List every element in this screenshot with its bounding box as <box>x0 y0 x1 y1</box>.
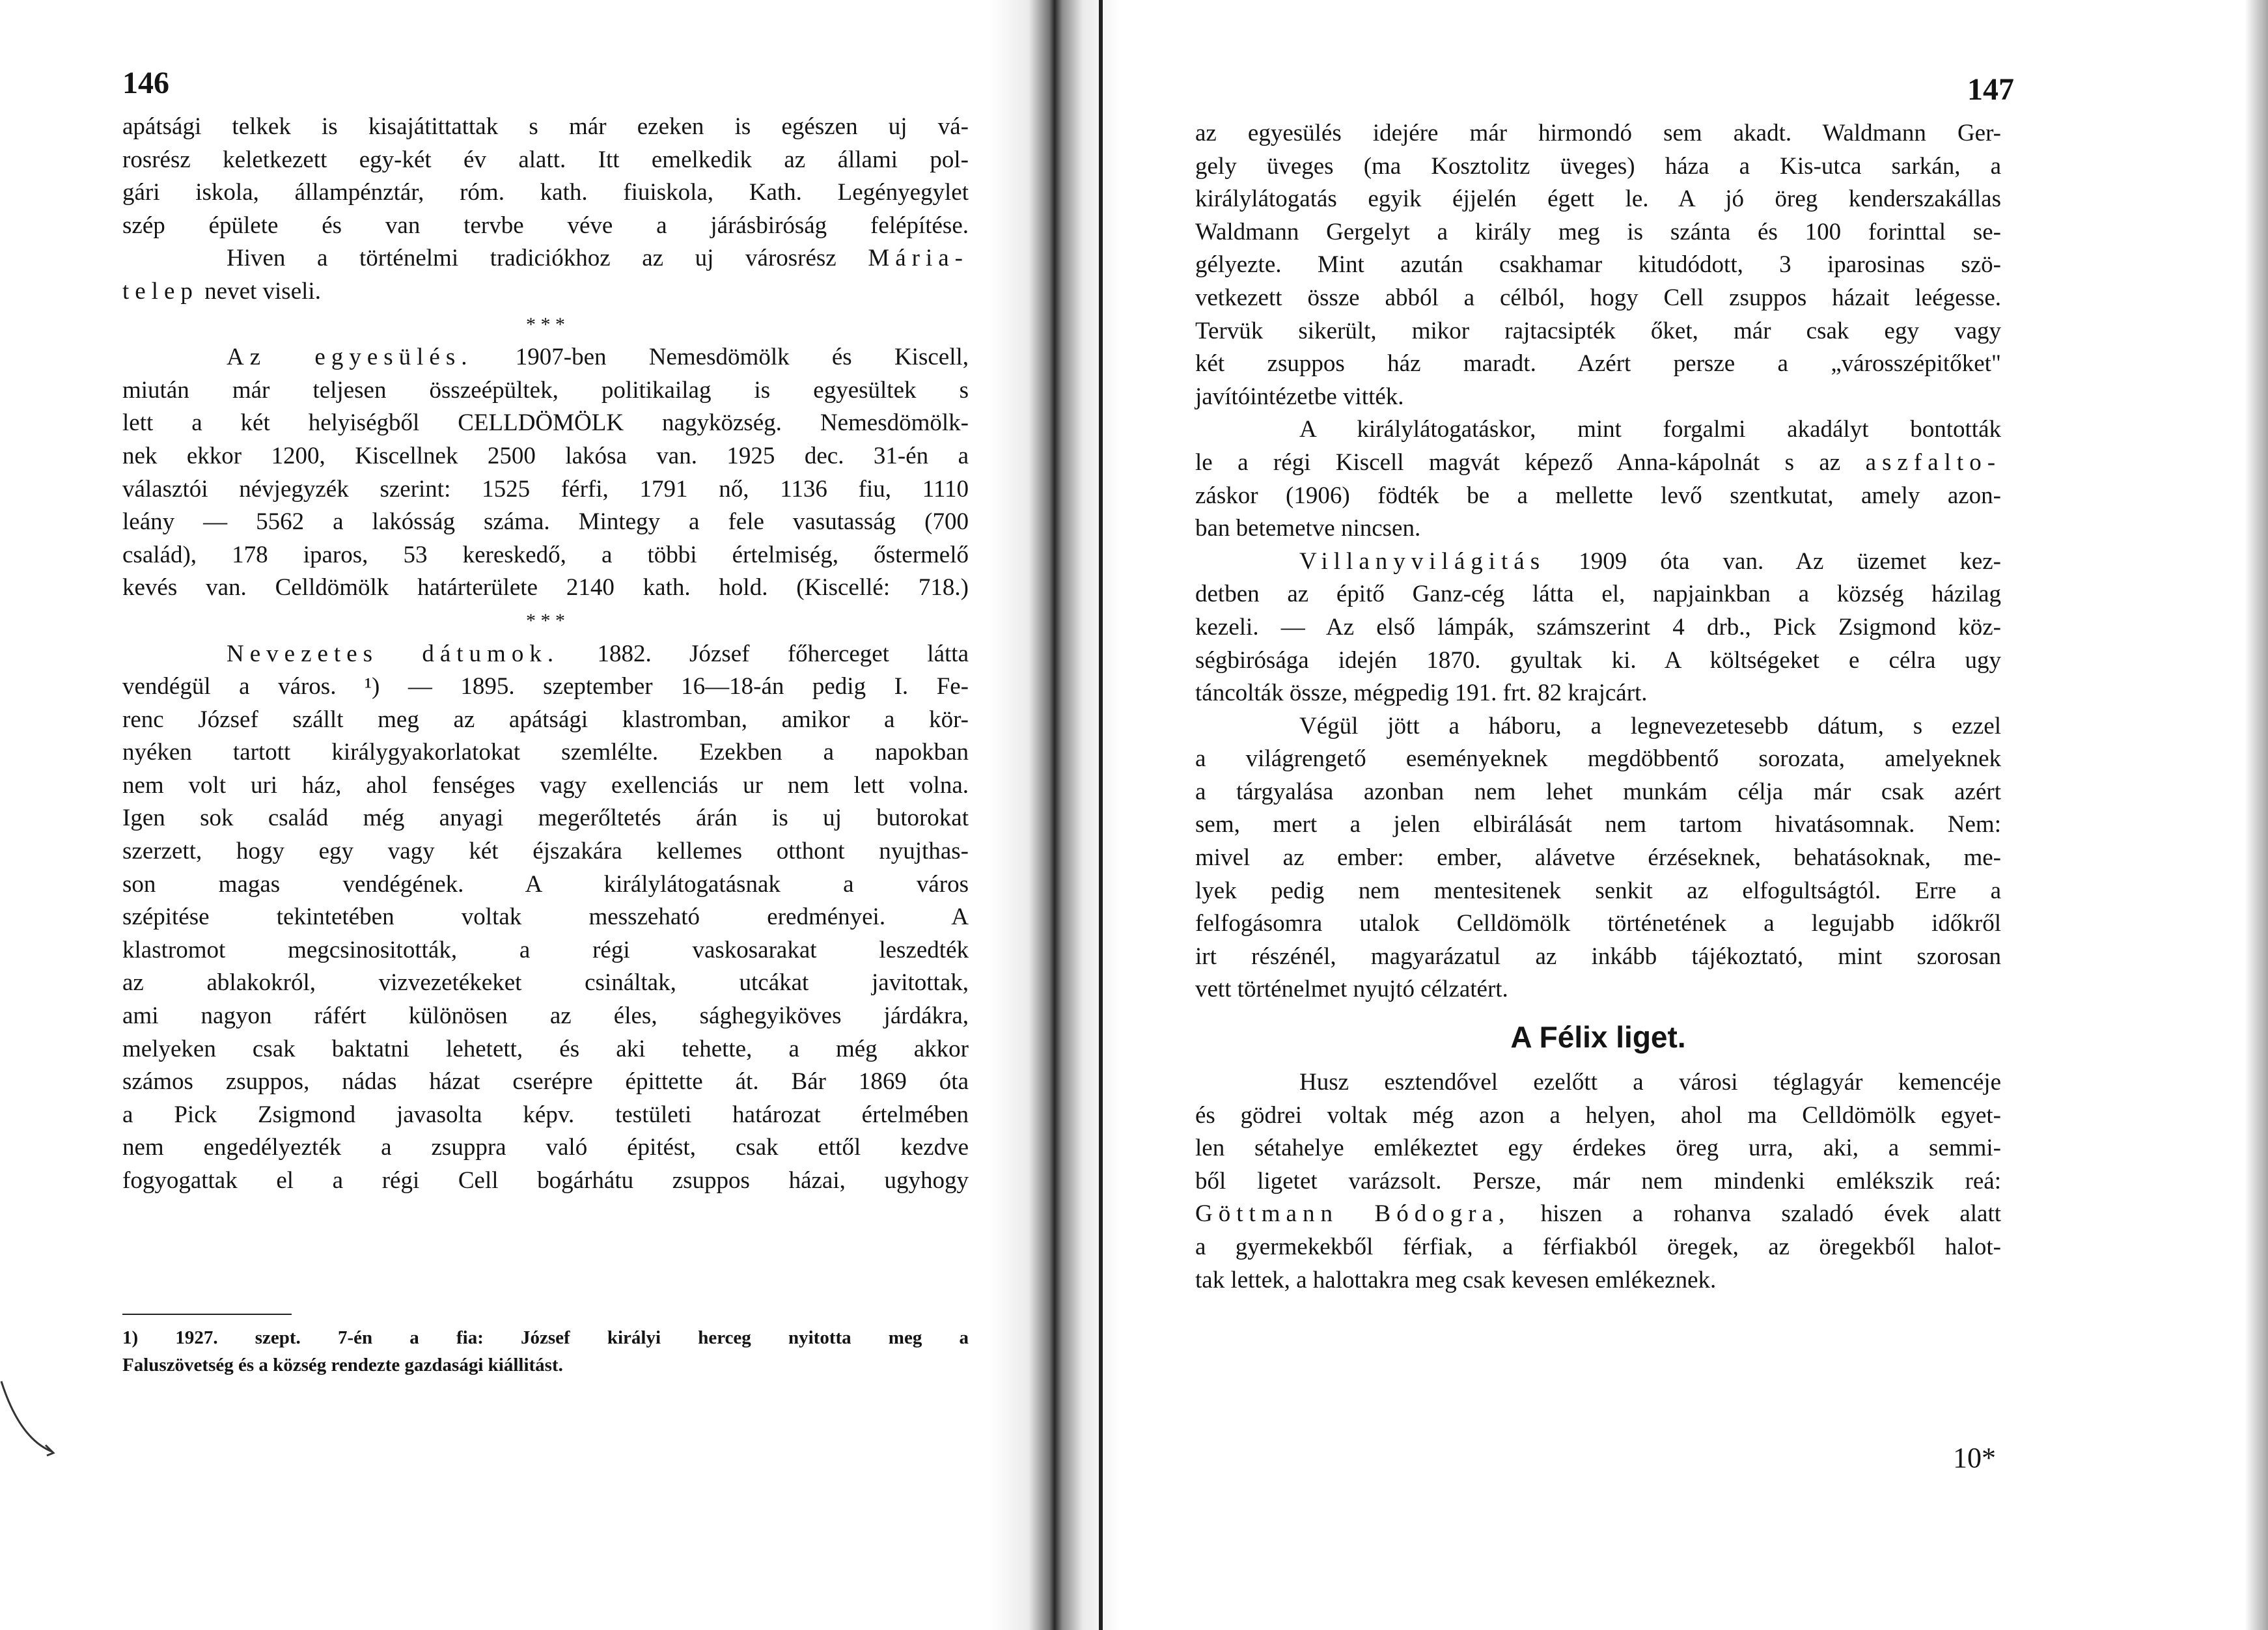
text-line: gélyezte. Mint azután csakhamar kitudódott, 3 iparosinas szö- <box>1195 251 2001 279</box>
text-line: ami nagyon ráfért különösen az éles, sághegyiköves járdákra, <box>122 1002 969 1030</box>
text-line: renc József szállt meg az apátsági klastromban, amikor a kör- <box>122 706 969 733</box>
text-line: szép épülete és van tervbe véve a járásbiróság felépítése. <box>122 212 969 239</box>
text-line: gely üveges (ma Kosztolitz üveges) háza a Kis-utca sarkán, a <box>1195 152 2001 180</box>
spaced-word: aszfalto- <box>1865 449 2002 476</box>
text-line: az egyesülés idejére már hirmondó sem akadt. Waldmann Ger- <box>1195 120 2001 146</box>
text-line <box>1195 447 2001 480</box>
text-line: Tervük sikerült, mikor rajtacsipték őket, már csak egy vagy <box>1195 317 2001 344</box>
text-line: az ablakokról, vizvezetékeket csináltak, utcákat javitottak, <box>122 969 969 997</box>
text-line: a tárgyalása azonban nem lehet munkám célja már csak azért <box>1195 778 2001 805</box>
page-number-right: 147 <box>1967 72 2014 107</box>
page-corner-mark <box>0 1380 59 1458</box>
text-line: nek ekkor 1200, Kiscellnek 2500 lakósa van. 1925 dec. 31-én a <box>122 442 969 469</box>
text-line <box>1195 1198 2001 1231</box>
text-line: záskor (1906) födték be a mellette levő szentkutat, amely azon- <box>1195 482 2001 509</box>
text-line: A királylátogatáskor, mint forgalmi akadályt bontották <box>1299 416 2001 443</box>
text-span: 1882. József főherceget látta <box>559 640 969 667</box>
page-number-left: 146 <box>122 66 169 100</box>
text-line: miután már teljesen összeépültek, politikailag is egyesültek s <box>122 376 969 404</box>
text-line <box>122 275 969 309</box>
text-span: 1907-ben Nemesdömölk és Kiscell, <box>473 344 969 371</box>
footnote-divider <box>122 1314 292 1315</box>
text-line: ban betemetve nincsen. <box>1195 515 1421 542</box>
text-line: táncolták össze, mégpedig 191. frt. 82 krajcárt. <box>1195 680 1648 707</box>
text-line: szerzett, hogy egy vagy két éjszakára kellemes otthont nyujthas- <box>122 838 969 865</box>
text-line: irt részénél, magyarázatul az inkább tájékoztató, mint szorosan <box>1195 943 2001 970</box>
text-line: son magas vendégének. A királylátogatásnak a város <box>122 870 969 898</box>
section-heading: A Félix liget. <box>1510 1020 1686 1055</box>
left-page-text <box>122 111 969 1198</box>
spaced-name: telep <box>122 277 199 305</box>
text-line: és gödrei voltak még azon a helyen, ahol ma Celldömölk egyet- <box>1195 1101 2001 1129</box>
text-line: gári iskola, állampénztár, róm. kath. fiuiskola, Kath. Legényegylet <box>122 179 969 206</box>
left-page <box>0 0 1016 1630</box>
text-line <box>1195 546 2001 579</box>
text-line: a gyermekekből férfiak, a férfiakból öregek, az öregekből halot- <box>1195 1234 2001 1260</box>
text-line: a Pick Zsigmond javasolta képv. testületi határozat értelmében <box>122 1101 969 1128</box>
text-line: sem, mert a jelen elbirálását nem tartom hivatásomnak. Nem: <box>1195 811 2001 838</box>
text-span: hiszen a rohanva szaladó évek alatt <box>1510 1200 2002 1228</box>
text-line: ségbirósága idején 1870. gyultak ki. A költségeket e célra ugy <box>1195 646 2001 674</box>
text-line <box>122 341 969 374</box>
text-line: vendégül a város. ¹) — 1895. szeptember 16—18-án pedig I. Fe- <box>122 673 969 700</box>
text-line: család), 178 iparos, 53 kereskedő, a többi értelmiség, őstermelő <box>122 541 969 568</box>
text-line: Igen sok család még anyagi megerőltetés árán is uj butorokat <box>122 805 969 832</box>
text-line: nem volt uri ház, ahol fenséges vagy exellenciás ur nem lett volna. <box>122 771 969 799</box>
text-line: Végül jött a háboru, a legnevezetesebb dátum, s ezzel <box>1299 712 2001 739</box>
text-line: Husz esztendővel ezelőtt a városi téglagyár kemencéje <box>1299 1069 2001 1096</box>
text-line: rosrész keletkezett egy-két év alatt. Itt emelkedik az állami pol- <box>122 146 969 173</box>
text-line: javítóintézetbe vitték. <box>1195 383 1404 410</box>
text-line: két zsuppos ház maradt. Azért persze a „városszépitőket" <box>1195 350 2001 378</box>
printer-signature: 10* <box>1953 1442 1996 1474</box>
footnote <box>122 1324 969 1379</box>
text-line: kezeli. — Az első lámpák, számszerint 4 drb., Pick Zsigmond köz- <box>1195 613 2001 641</box>
text-line: kevés van. Celldömölk határterülete 2140 kath. hold. (Kiscellé: 718.) <box>122 574 969 601</box>
text-line: szépitése tekintetében voltak messzeható eredményei. A <box>122 904 969 931</box>
text-line: ből ligetet varázsolt. Persze, már nem mindenki emlékszik reá: <box>1195 1167 2001 1195</box>
text-line: lett a két helyiségből CELLDÖMÖLK nagyközség. Nemesdömölk- <box>122 409 969 437</box>
text-line: Waldmann Gergelyt a király meg is szánta és 100 forinttal se- <box>1195 218 2001 245</box>
footnote-line: Faluszövetség és a község rendezte gazdasági kiállitást. <box>122 1355 563 1375</box>
text-line: választói névjegyzék szerint: 1525 férfi, 1791 nő, 1136 fiu, 1110 <box>122 475 969 503</box>
text-line: vetkezett össze abból a célból, hogy Cell zsuppos házait leégesse. <box>1195 284 2001 311</box>
spaced-name: Mária- <box>868 245 969 272</box>
section-separator: * * * <box>526 609 565 631</box>
text-line: apátsági telkek is kisajátittattak s már ezeken is egészen uj vá- <box>122 113 969 140</box>
text-line: len sétahelye emlékeztet egy érdekes öreg urra, aki, a semmi- <box>1195 1135 2001 1162</box>
spaced-name: Göttmann Bódogra, <box>1195 1200 1511 1228</box>
text-line: tak lettek, a halottakra meg csak kevesen emlékeznek. <box>1195 1266 1717 1293</box>
text-line: leány — 5562 a lakósság száma. Mintegy a fele vasutasság (700 <box>122 508 969 536</box>
footnote-line: 1) 1927. szept. 7-én a fia: József királyi herceg nyitotta meg a <box>122 1327 969 1348</box>
text-line: nem engedélyezték a zsuppra való épitést, csak ettől kezdve <box>122 1134 969 1161</box>
text-span: le a régi Kiscell magvát képező Anna-kápolnát s az <box>1195 449 1841 476</box>
text-span: 1909 óta van. Az üzemet kez- <box>1545 547 2001 575</box>
text-line: felfogásomra utalok Celldömölk történetének a legujabb időkről <box>1195 910 2001 937</box>
text-span: nevet viseli. <box>198 277 321 305</box>
text-line <box>122 638 969 671</box>
text-line: királylátogatás egyik éjjelén égett le. A jó öreg kenderszakállas <box>1195 186 2001 213</box>
text-line: klastromot megcsinositották, a régi vaskosarakat leszedték <box>122 936 969 963</box>
right-page-text <box>1195 117 2001 1297</box>
text-line: melyeken csak baktatni lehetett, és aki tehette, a még akkor <box>122 1035 969 1062</box>
text-line: vett történelmet nyujtó célzatért. <box>1195 976 1508 1003</box>
section-label: Nevezetes dátumok. <box>227 640 560 667</box>
section-label: Villanyvilágitás <box>1299 547 1546 575</box>
page-edge-shadow <box>2245 0 2268 1630</box>
text-line: detben az épitő Ganz-cég látta el, napjainkban a község házilag <box>1195 581 2001 608</box>
text-line: mivel az ember: ember, alávetve érzéseknek, behatásoknak, me- <box>1195 844 2001 872</box>
section-label: Az egyesülés. <box>227 344 473 371</box>
text-span: Hiven a történelmi tradiciókhoz az uj városrész <box>227 245 837 272</box>
text-line <box>122 242 969 275</box>
text-line: lyek pedig nem mentesitenek senkit az elfogultságtól. Erre a <box>1195 877 2001 904</box>
text-line: fogyogattak el a régi Cell bogárhátu zsuppos házai, ugyhogy <box>122 1167 969 1194</box>
text-line: számos zsuppos, nádas házat cserépre épittette át. Bár 1869 óta <box>122 1068 969 1096</box>
section-separator: * * * <box>526 313 565 335</box>
text-line: nyéken tartott királygyakorlatokat szemlélte. Ezekben a napokban <box>122 739 969 766</box>
text-line: a világrengető eseményeknek megdöbbentő sorozata, amelyeknek <box>1195 745 2001 773</box>
